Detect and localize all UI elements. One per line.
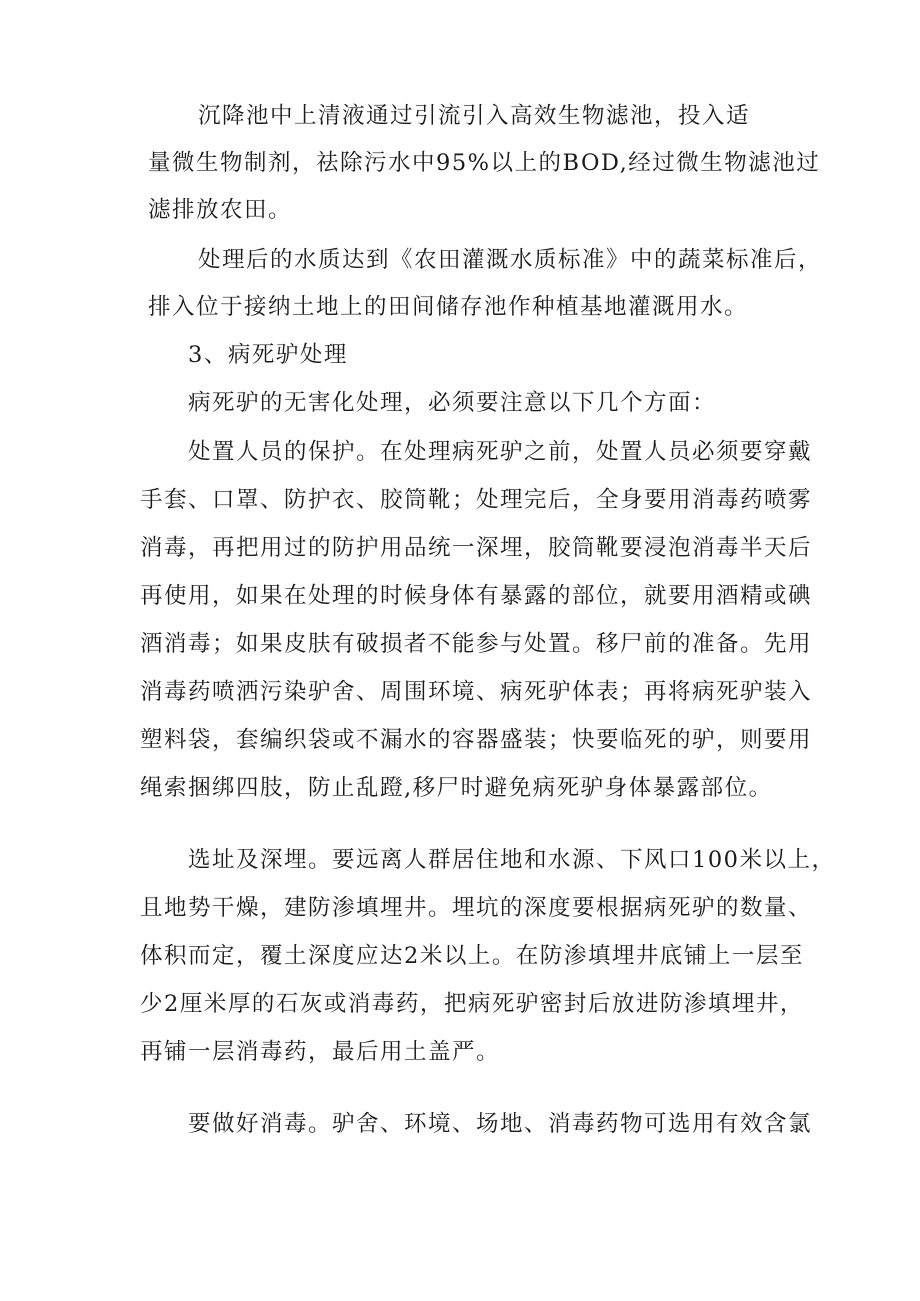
para-protection-line-6: 消毒药喷洒污染驴舍、周围环境、病死驴体表；再将病死驴装入 [140,679,813,705]
para-settling-tank-line-2: 量微生物制剂，祛除污水中95%以上的BOD,经过微生物滤池过 [148,150,821,176]
para-protection-line-2: 手套、口罩、防护衣、胶筒靴；处理完后，全身要用消毒药喷雾 [140,487,813,513]
para-burial-line-3: 体积而定，覆土深度应达2米以上。在防渗填埋井底铺上一层至 [140,943,804,969]
section-heading: 3、病死驴处理 [188,342,348,368]
para-protection-line-1: 处置人员的保护。在处理病死驴之前，处置人员必须要穿戴 [188,439,813,465]
para-settling-tank-line-3: 滤排放农田。 [148,197,293,223]
para-protection-line-7: 塑料袋，套编织袋或不漏水的容器盛装；快要临死的驴，则要用 [140,727,813,753]
para-protection-line-4: 再使用，如果在处理的时候身体有暴露的部位，就要用酒精或碘 [140,583,813,609]
para-protection-line-5: 酒消毒；如果皮肤有破损者不能参与处置。移尸前的准备。先用 [140,631,813,657]
para-intro-line-1: 病死驴的无害化处理，必须要注意以下几个方面： [188,390,717,416]
para-protection-line-3: 消毒，再把用过的防护用品统一深埋，胶筒靴要浸泡消毒半天后 [140,535,813,561]
para-burial-line-1: 选址及深埋。要远离人群居住地和水源、下风口100米以上， [188,847,836,873]
para-settling-tank-line-1: 沉降池中上清液通过引流引入高效生物滤池，投入适 [198,103,751,129]
para-treated-water-line-1: 处理后的水质达到《农田灌溉水质标准》中的蔬菜标准后， [198,247,823,273]
para-treated-water-line-2: 排入位于接纳土地上的田间储存池作种植基地灌溉用水。 [148,294,749,320]
para-protection-line-8: 绳索捆绑四肢，防止乱蹬,移尸时避免病死驴身体暴露部位。 [140,775,773,801]
para-burial-line-4: 少2厘米厚的石灰或消毒药，把病死驴密封后放进防渗填埋井， [140,991,804,1017]
para-burial-line-2: 且地势干燥，建防渗填埋井。埋坑的深度要根据病死驴的数量、 [140,895,813,921]
para-disinfection-line-1: 要做好消毒。驴舍、环境、场地、消毒药物可选用有效含氯 [188,1111,813,1137]
para-burial-line-5: 再铺一层消毒药，最后用土盖严。 [140,1039,501,1065]
